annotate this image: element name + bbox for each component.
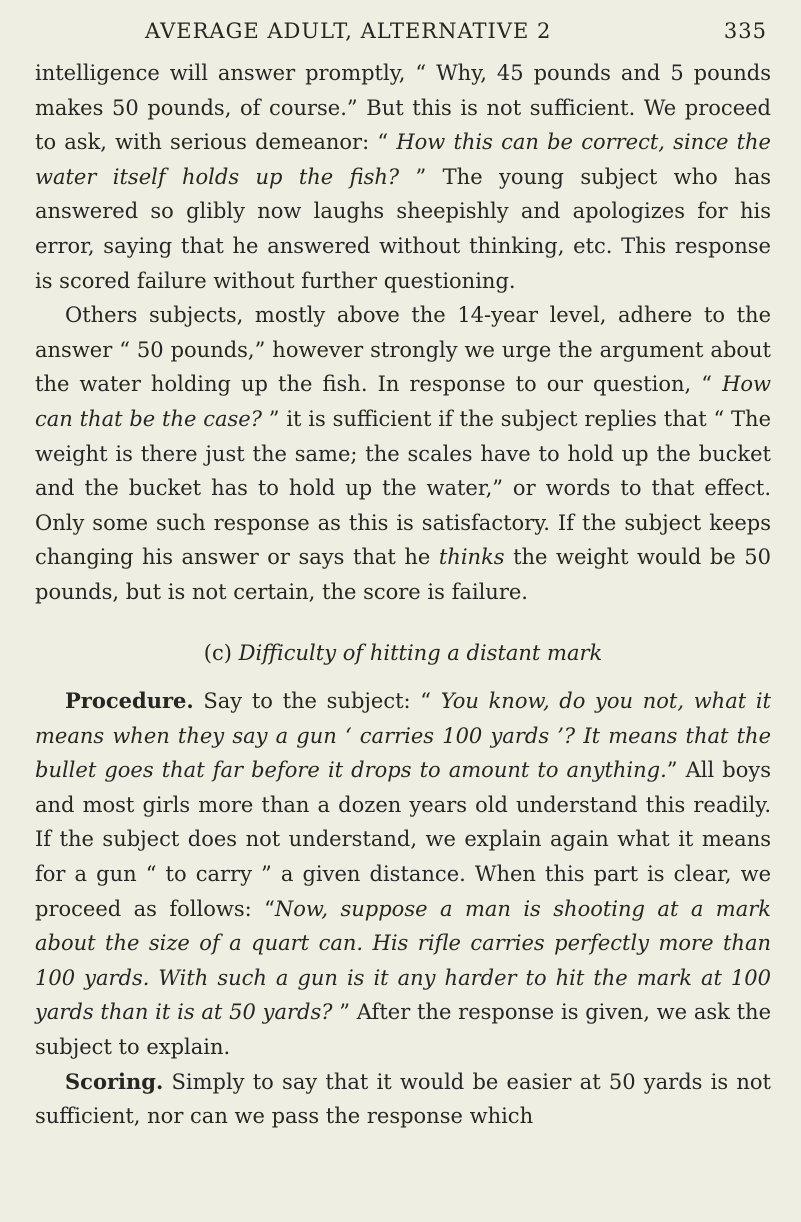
- section-number: (c): [203, 640, 232, 665]
- body-text: [35, 56, 771, 1134]
- text-segment: ” All boys and most girls more than a dozen years old understand this readily. If the subject does not understand, we explain again what it means for a gun “ to carry ” a given distance. When this part is clear, we proceed as follows: “: [35, 758, 771, 921]
- section-title: Difficulty of hitting a distant mark: [238, 640, 603, 665]
- text-segment: Simply to say that it would be easier at 50 yards is not sufficient, nor can we pass the response which: [35, 1069, 771, 1129]
- scoring-label: Scoring.: [65, 1068, 164, 1094]
- text-segment: the weight would be 50 pounds, but is not certain, the score is failure.: [35, 545, 771, 604]
- running-title: AVERAGE ADULT, ALTERNATIVE 2: [145, 19, 552, 43]
- text-segment-italic: Now, suppose a man is shooting at a mark about the size of a quart can. His rifle carries perfectly more than 100 yards. With such a gun is it any harder to hit the mark at 100 yards than it is at 50 yards?: [35, 896, 771, 1025]
- text-segment: intelligence will answer promptly, “ Why, 45 pounds and 5 pounds makes 50 pounds, of course.” But this is not sufficient. We proceed to ask, with serious demeanor: “: [35, 61, 771, 155]
- page-number: 335: [723, 19, 767, 43]
- text-segment: ” The young subject who has answered so glibly now laughs sheepishly and apologizes for his error, saying that he answered without thinking, etc. This response is scored failure without further questioning.: [35, 164, 771, 293]
- running-head: [35, 16, 771, 56]
- section-heading: [35, 636, 771, 671]
- text-segment: ” it is sufficient if the subject replies that “ The weight is there just the same; the scales have to hold up the bucket and the bucket has to hold up the water,” or words to that effect. Only some such response as this is satisfactory. If the subject keeps changing his answer or says that he: [35, 406, 771, 570]
- procedure-paragraph: [35, 684, 771, 1065]
- text-segment-italic: How can that be the case?: [35, 372, 771, 431]
- text-segment: Others subjects, mostly above the 14-year level, adhere to the answer “ 50 pounds,” however strongly we urge the argument about the water holding up the fish. In response to our question, “: [35, 303, 771, 397]
- paragraph-2: [35, 298, 771, 609]
- procedure-label: Procedure.: [65, 688, 194, 714]
- text-segment-italic: You know, do you not, what it means when they say a gun ‘ carries 100 yards ’? It means that the bullet goes that far before it drops to amount to anything.: [35, 689, 771, 783]
- text-segment-italic: How this can be correct, since the water itself holds up the fish?: [35, 130, 771, 189]
- text-segment: ” After the response is given, we ask the subject to explain.: [35, 1000, 771, 1060]
- text-segment: Say to the subject: “: [193, 689, 441, 714]
- paragraph-1: [35, 56, 771, 298]
- scoring-paragraph: [35, 1065, 771, 1134]
- text-segment-italic: thinks: [438, 545, 505, 570]
